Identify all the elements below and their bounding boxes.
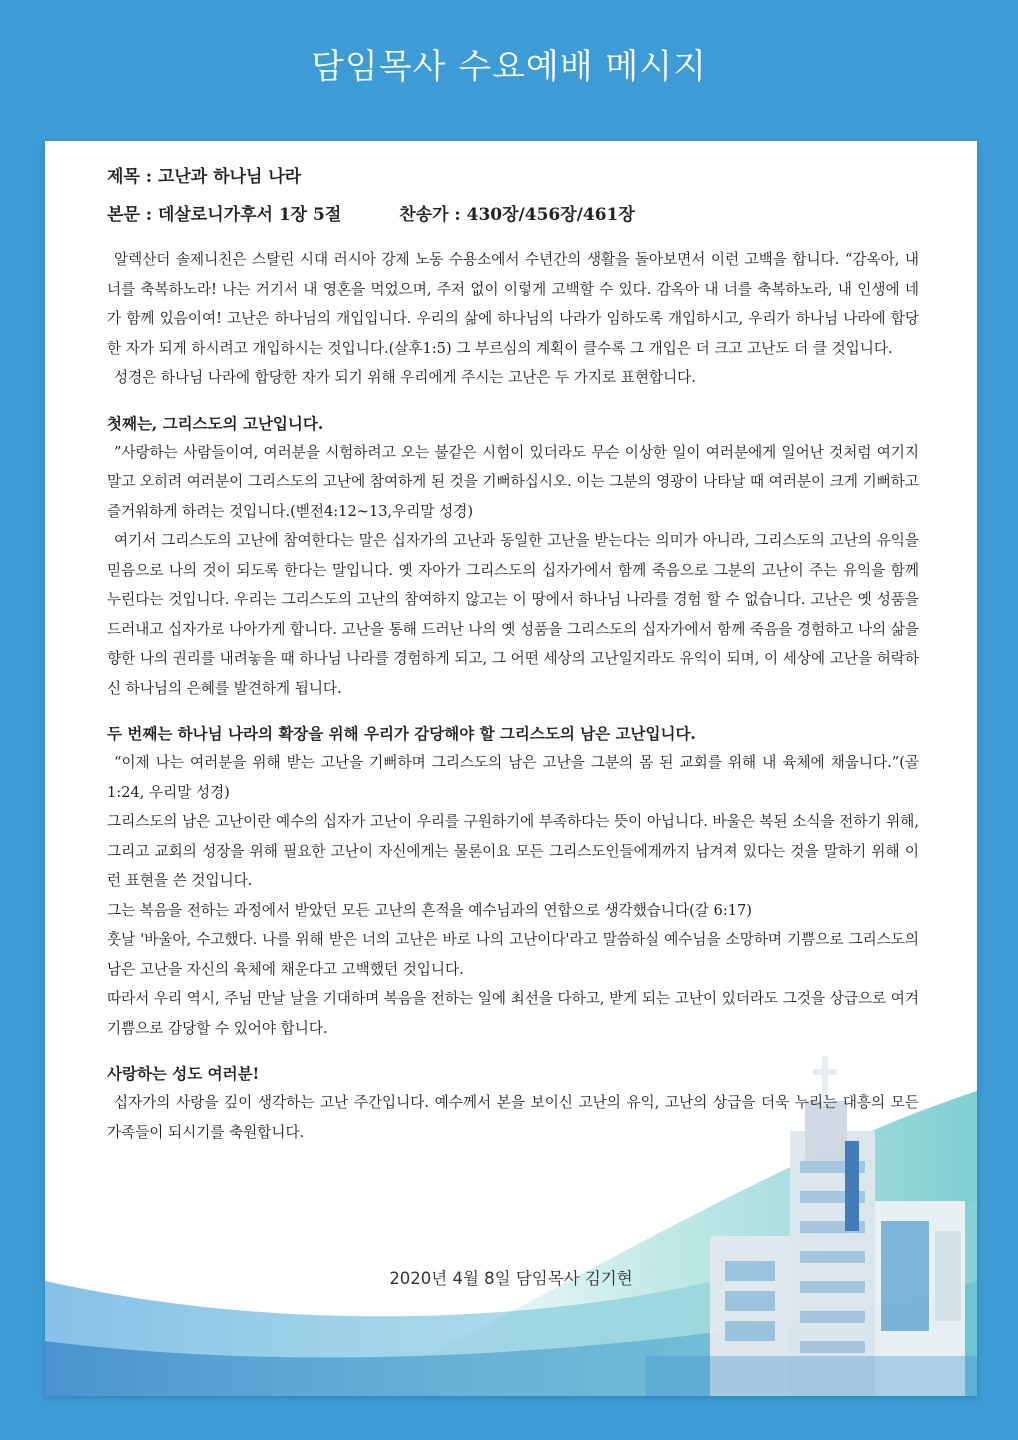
intro-block [107, 245, 919, 393]
sermon-title: 제목 : 고난과 하나님 나라 [107, 167, 302, 187]
section2-paragraph: 따라서 우리 역시, 주님 만날 날을 기대하며 복음을 전하는 일에 최선을 다하고, 받게 되는 고난이 있더라도 그것을 상급으로 여겨 기쁨으로 감당할 수 있어야 합니다. [107, 990, 919, 1037]
scripture-row [107, 205, 919, 225]
page-title: 담임목사 수요예배 메시지 [311, 46, 707, 87]
signature-line: 2020년 4월 8일 담임목사 김기현 [389, 1269, 633, 1288]
section-heading-first: 첫째는, 그리스도의 고난입니다. [107, 413, 324, 433]
closing-heading: 사랑하는 성도 여러분! [107, 1064, 260, 1083]
intro-paragraph: 알렉산더 솔제니친은 스탈린 시대 러시아 강제 노동 수용소에서 수년간의 생활을 돌아보면서 이런 고백을 합니다. “감옥아, 내 너를 축복하노라! 나는 거기서 내 영혼을 먹었으며, 주저 없이 이렇게 고백할 수 있다. 감옥아 내 너를 축복하노라, 내 인생에 네가 함께 있음이여! 고난은 하나님의 개입입니다. 우리의 삶에 하나님의 나라가 임하도록 개입하시고, 우리가 하나님 나라에 합당한 자가 되게 하시려고 개입하시는 것입니다.(살후1:5) 그 부르심의 계획이 클수록 그 개입은 더 크고 고난도 더 클 것입니다. [107, 251, 919, 357]
section1-paragraph: ”사랑하는 사람들이여, 여러분을 시험하려고 오는 불같은 시험이 있더라도 무슨 이상한 일이 여러분에게 일어난 것처럼 여기지 말고 오히려 여러분이 그리스도의 고난에 참여하게 된 것을 기뻐하십시오. 이는 그분의 영광이 나타날 때 여러분이 크게 기뻐하고 즐거워하게 하려는 것입니다.(벧전4:12~13,우리말 성경) [107, 443, 919, 520]
section2-paragraph: 그리스도의 남은 고난이란 예수의 십자가 고난이 우리를 구원하기에 부족하다는 뜻이 아닙니다. 바울은 복된 소식을 전하기 위해, 그리고 교회의 성장을 위해 필요한 고난이 자신에게는 물론이요 모든 그리스도인들에게까지 남겨져 있다는 것을 말하기 위해 이런 표현을 쓴 것입니다. [107, 813, 919, 889]
page-header [0, 0, 1018, 140]
scripture-reference: 본문 : 데살로니가후서 1장 5절 [107, 205, 342, 225]
message-content [107, 163, 919, 1147]
section1-paragraph: 여기서 그리스도의 고난에 참여한다는 말은 십자가의 고난과 동일한 고난을 받는다는 의미가 아니라, 그리스도의 고난의 유익을 믿음으로 나의 것이 되도록 한다는 말입니다. 옛 자아가 그리스도의 십자가에서 함께 죽음으로 그분의 고난이 주는 유익을 함께 누린다는 것입니다. 우리는 그리스도의 고난의 참여하지 않고는 이 땅에서 하나님 나라를 경험 할 수 없습니다. 고난은 옛 성품을 드러내고 십자가로 나아가게 합니다. 고난을 통해 드러난 나의 옛 성품을 그리스도의 십자가에서 함께 죽음을 경험하고 나의 삶을 향한 나의 권리를 내려놓을 때 하나님 나라를 경험하게 되고, 그 어떤 세상의 고난일지라도 유익이 되며, 이 세상에 고난을 허락하신 하나님의 은혜를 발견하게 됩니다. [107, 532, 919, 697]
section2-paragraph: 그는 복음을 전하는 과정에서 받았던 모든 고난의 흔적을 예수님과의 연합으로 생각했습니다(갈 6:17) [107, 901, 752, 919]
section2-paragraph: “이제 나는 여러분을 위해 받는 고난을 기뻐하며 그리스도의 남은 고난을 그분의 몸 된 교회를 위해 내 육체에 채웁니다.”(골1:24, 우리말 성경) [107, 754, 919, 801]
section2-paragraph: 훗날 '바울아, 수고했다. 나를 위해 받은 너의 고난은 바로 나의 고난이다'라고 말씀하실 예수님을 소망하며 기쁨으로 그리스도의 남은 고난을 자신의 육체에 채운다고 고백했던 것입니다. [107, 931, 919, 978]
section-heading-second: 두 번째는 하나님 나라의 확장을 위해 우리가 감당해야 할 그리스도의 남은 고난입니다. [107, 724, 696, 743]
intro-paragraph: 성경은 하나님 나라에 합당한 자가 되기 위해 우리에게 주시는 고난은 두 가지로 표현합니다. [114, 369, 696, 386]
closing-paragraph: 십자가의 사랑을 깊이 생각하는 고난 주간입니다. 예수께서 본을 보이신 고난의 유익, 고난의 상급을 더욱 누리는 대흥의 모든 가족들이 되시기를 축원합니다. [107, 1094, 919, 1141]
hymn-numbers: 찬송가 : 430장/456장/461장 [399, 205, 635, 225]
message-card [45, 141, 977, 1396]
